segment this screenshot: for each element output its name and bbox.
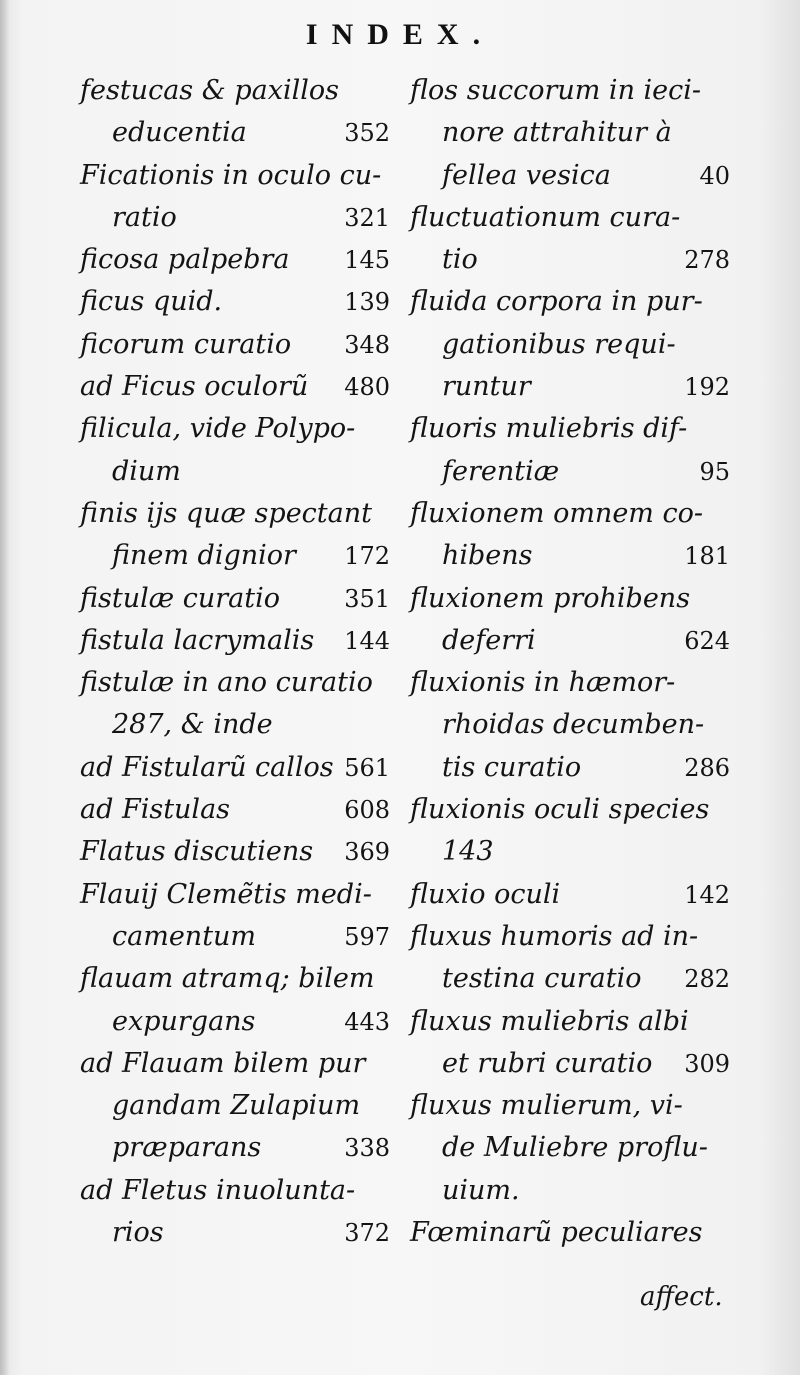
entry-page-number: 338 (344, 1134, 390, 1163)
index-entry-line (80, 874, 390, 916)
entry-text: tio (442, 244, 478, 276)
entry-page-number: 372 (344, 1219, 390, 1248)
index-entry-line (410, 1127, 730, 1169)
entry-page-number: 40 (699, 161, 730, 190)
entry-text: et rubri curatio (442, 1047, 653, 1079)
index-entry-line (80, 197, 390, 239)
index-entry-line (80, 1212, 390, 1254)
index-entry-line (410, 620, 730, 662)
index-entry-line (80, 831, 390, 873)
entry-text: fluxionis in hæmor- (410, 667, 676, 699)
index-entry-line (410, 112, 730, 154)
index-entry-line (410, 578, 730, 620)
index-entry-line (410, 704, 730, 746)
entry-page-number: 145 (344, 246, 390, 275)
entry-text: fluxionis oculi species (410, 794, 710, 826)
entry-text: Fœminarũ peculiares (410, 1217, 703, 1249)
index-entry-line (410, 1085, 730, 1127)
entry-page-number: 95 (699, 457, 730, 486)
entry-text: flauam atramq; bilem (80, 963, 375, 995)
entry-text: tis curatio (442, 751, 582, 783)
entry-text: ad Flauam bilem pur (80, 1047, 366, 1079)
entry-page-number: 608 (344, 796, 390, 825)
entry-text: runtur (442, 371, 531, 403)
index-entry-line (410, 451, 730, 493)
index-entry-line (410, 197, 730, 239)
entry-text: ad Ficus oculorũ (80, 371, 309, 403)
index-entry-line (410, 747, 730, 789)
entry-text: ad Fistulas (80, 794, 231, 826)
entry-text: nore attrahitur à (442, 117, 672, 149)
entry-text: uium. (442, 1174, 520, 1206)
index-entry-line (410, 916, 730, 958)
entry-text: dium (112, 455, 181, 487)
entry-text: fluxio oculi (410, 878, 561, 910)
entry-text: 287, & inde (112, 709, 273, 741)
index-entry-line (410, 493, 730, 535)
index-entry-line (410, 408, 730, 450)
index-entry-line (80, 916, 390, 958)
index-entry-line (410, 324, 730, 366)
entry-text: Flauij Clemẽtis medi- (80, 878, 372, 910)
entry-page-number: 321 (344, 203, 390, 232)
entry-text: finis ijs quæ spectant (80, 497, 372, 529)
index-entry-line (410, 239, 730, 281)
index-entry-line (410, 789, 730, 831)
entry-text: fistula lacrymalis (80, 624, 315, 656)
index-entry-line (410, 1170, 730, 1212)
index-entry-line (80, 1043, 390, 1085)
entry-text: rhoidas decumben- (442, 709, 705, 741)
entry-page-number: 309 (684, 1049, 730, 1078)
right-column (410, 70, 730, 1254)
entry-text: ficosa palpebra (80, 244, 290, 276)
index-entry-line (80, 1127, 390, 1169)
entry-page-number: 352 (344, 119, 390, 148)
index-entry-line (410, 535, 730, 577)
entry-text: fluida corpora in pur- (410, 286, 703, 318)
index-entry-line (80, 662, 390, 704)
entry-text: deferri (442, 624, 536, 656)
entry-text: flos succorum in ieci- (410, 75, 702, 106)
entry-text: fistulæ curatio (80, 582, 280, 614)
index-entry-line (80, 112, 390, 154)
entry-text: fluxus humoris ad in- (410, 920, 699, 952)
entry-text: filicula, vide Polypo- (80, 413, 356, 445)
index-entry-line (410, 366, 730, 408)
entry-page-number: 351 (344, 584, 390, 613)
entry-text: fluxus mulierum, vi- (410, 1090, 683, 1122)
entry-text: fistulæ in ano curatio (80, 667, 373, 699)
index-entry-line (80, 789, 390, 831)
entry-page-number: 561 (344, 753, 390, 782)
index-entry-line (80, 1170, 390, 1212)
entry-text: fluxionem prohibens (410, 582, 691, 614)
index-entry-line (80, 747, 390, 789)
entry-text: ad Fletus inuolunta- (80, 1174, 356, 1206)
entry-page-number: 286 (684, 753, 730, 782)
index-entry-line (80, 281, 390, 323)
index-entry-line (80, 70, 390, 112)
catchword: affect. (640, 1282, 723, 1312)
entry-page-number: 369 (344, 838, 390, 867)
entry-text: de Muliebre proflu- (442, 1132, 708, 1164)
index-entry-line (80, 324, 390, 366)
index-entry-line (80, 408, 390, 450)
entry-text: fellea vesica (442, 159, 611, 191)
entry-text: fluctuationum cura- (410, 201, 681, 233)
index-entry-line (80, 239, 390, 281)
index-entry-line (80, 1085, 390, 1127)
entry-text: fluxionem omnem co- (410, 497, 703, 529)
entry-page-number: 624 (684, 626, 730, 655)
entry-page-number: 142 (684, 880, 730, 909)
entry-text: finem dignior (112, 540, 296, 572)
index-entry-line (80, 493, 390, 535)
entry-text: testina curatio (442, 963, 642, 995)
entry-page-number: 192 (684, 373, 730, 402)
entry-text: 143 (442, 836, 494, 868)
entry-text: expurgans (112, 1005, 256, 1037)
entry-text: camentum (112, 920, 257, 952)
left-column (80, 70, 390, 1254)
entry-text: ficorum curatio (80, 328, 292, 360)
entry-text: gandam Zulapium (112, 1090, 361, 1122)
entry-text: festucas & paxillos (80, 75, 339, 106)
entry-page-number: 348 (344, 330, 390, 359)
index-entry-line (80, 451, 390, 493)
index-entry-line (80, 535, 390, 577)
entry-text: Ficationis in oculo cu- (80, 159, 382, 191)
index-entry-line (80, 366, 390, 408)
entry-page-number: 172 (344, 542, 390, 571)
index-entry-line (80, 578, 390, 620)
index-entry-line (410, 281, 730, 323)
index-entry-line (410, 874, 730, 916)
entry-text: fluoris muliebris dif- (410, 413, 688, 445)
index-entry-line (410, 1001, 730, 1043)
page-header: INDEX. (305, 18, 495, 51)
entry-page-number: 480 (344, 373, 390, 402)
index-entry-line (80, 155, 390, 197)
index-entry-line (410, 155, 730, 197)
index-entry-line (80, 620, 390, 662)
entry-text: ratio (112, 201, 177, 233)
index-entry-line (410, 70, 730, 112)
entry-page-number: 139 (344, 288, 390, 317)
entry-page-number: 144 (344, 626, 390, 655)
index-entry-line (80, 1001, 390, 1043)
entry-text: educentia (112, 117, 247, 149)
entry-page-number: 443 (344, 1007, 390, 1036)
entry-page-number: 181 (684, 542, 730, 571)
entry-page-number: 282 (684, 965, 730, 994)
index-entry-line (410, 1212, 730, 1254)
index-entry-line (410, 1043, 730, 1085)
index-entry-line (410, 958, 730, 1000)
entry-text: præparans (112, 1132, 262, 1164)
gutter-shadow (0, 0, 10, 1375)
entry-text: gationibus requi- (442, 328, 676, 360)
entry-text: hibens (442, 540, 533, 572)
index-entry-line (80, 958, 390, 1000)
entry-text: ficus quid. (80, 286, 223, 318)
entry-text: ad Fistularũ callos (80, 751, 334, 783)
entry-text: fluxus muliebris albi (410, 1005, 689, 1037)
entry-page-number: 278 (684, 246, 730, 275)
index-entry-line (410, 662, 730, 704)
index-entry-line (410, 831, 730, 873)
entry-text: ferentiæ (442, 455, 560, 487)
entry-text: Flatus discutiens (80, 836, 314, 868)
entry-page-number: 597 (344, 922, 390, 951)
entry-text: rios (112, 1217, 164, 1249)
index-entry-line (80, 704, 390, 746)
